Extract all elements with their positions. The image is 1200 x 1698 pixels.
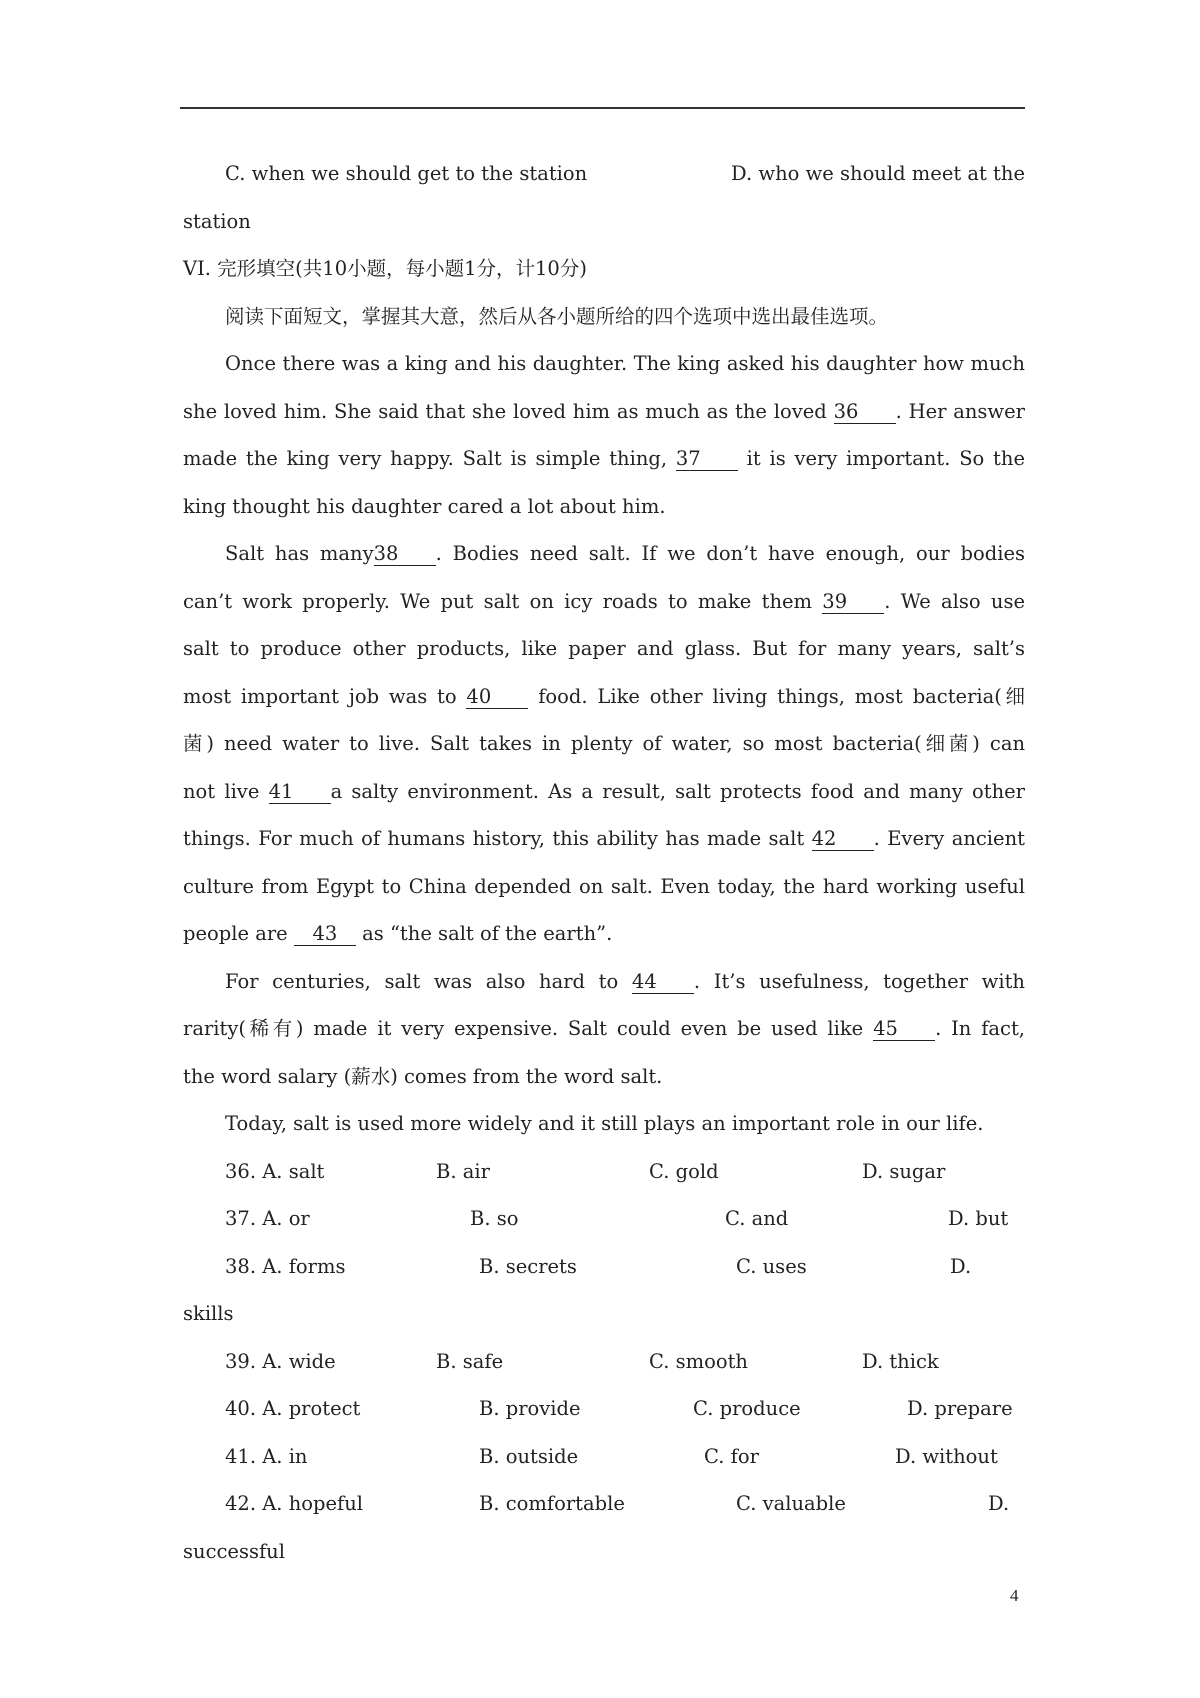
q40-option-a: 40. A. protect [225, 1397, 361, 1420]
question-37 [183, 1195, 1025, 1243]
question-36 [183, 1148, 1025, 1196]
passage-line: the word salary (薪水) comes from the word salt. [183, 1064, 663, 1088]
passage-line: salt to produce other products, like paper and glass. But for many years, salt’s [183, 637, 1025, 660]
q42-option-d-text: successful [183, 1539, 285, 1563]
prev-options-line [183, 150, 1025, 198]
q36-option-b: B. air [436, 1159, 490, 1183]
blank-44: 44 [632, 971, 694, 994]
q39-option-a: 39. A. wide [225, 1349, 336, 1373]
prev-option-continuation: station [183, 209, 251, 233]
prev-option-d: D. who we should meet at the [731, 162, 1025, 185]
passage-line: culture from Egypt to China depended on salt. Even today, the hard working useful [183, 874, 1025, 898]
q40-option-d: D. prepare [907, 1397, 1013, 1420]
question-38 [183, 1243, 1025, 1291]
q39-option-d: D. thick [862, 1349, 939, 1373]
passage-line: Today, salt is used more widely and it still plays an important role in our life. [225, 1112, 984, 1135]
blank-41: 41 [269, 781, 331, 804]
blank-43: 43 [294, 923, 356, 946]
q39-option-b: B. safe [436, 1349, 504, 1373]
passage-line: people are 43 as “the salt of the earth”. [183, 922, 613, 945]
passage-line: can’t work properly. We put salt on icy roads to make them 39 . We also use [183, 589, 1025, 613]
blank-40: 40 [466, 686, 528, 709]
q41-option-b: B. outside [479, 1444, 579, 1468]
question-40 [183, 1385, 1025, 1433]
passage-line: most important job was to 40 food. Like other living things, most bacteria(细 [183, 684, 1025, 708]
passage-line: 菌) need water to live. Salt takes in plenty of water, so most bacteria(细菌) can [183, 732, 1025, 755]
question-38-continuation [183, 1290, 1025, 1338]
q37-option-d: D. but [948, 1207, 1009, 1230]
blank-36: 36 [834, 401, 896, 424]
q38-option-d-text: skills [183, 1302, 234, 1325]
passage-line: For centuries, salt was also hard to 44 . It’s usefulness, together with [225, 969, 1025, 993]
blank-38: 38 [374, 543, 436, 566]
q42-option-b: B. comfortable [479, 1492, 625, 1515]
q38-option-d: D. [950, 1254, 972, 1278]
q40-option-c: C. produce [693, 1397, 801, 1420]
q36-option-d: D. sugar [862, 1159, 946, 1183]
q42-option-a: 42. A. hopeful [225, 1492, 364, 1515]
passage-line: king thought his daughter cared a lot about him. [183, 494, 666, 518]
q38-option-c: C. uses [736, 1254, 807, 1278]
question-39 [183, 1338, 1025, 1386]
passage-line: Once there was a king and his daughter. The king asked his daughter how much [225, 352, 1025, 375]
page-number: 4 [1010, 1586, 1019, 1605]
q42-option-d: D. [988, 1492, 1010, 1515]
blank-45: 45 [873, 1018, 935, 1041]
q38-option-a: 38. A. forms [225, 1254, 346, 1278]
q39-option-c: C. smooth [649, 1349, 748, 1373]
q41-option-a: 41. A. in [225, 1444, 308, 1468]
question-42 [183, 1480, 1025, 1528]
q37-option-c: C. and [725, 1207, 789, 1230]
q41-option-d: D. without [895, 1444, 998, 1468]
document-page [183, 150, 1025, 1575]
q37-option-b: B. so [470, 1207, 519, 1230]
passage-line: not live 41 a salty environment. As a result, salt protects food and many other [183, 779, 1026, 803]
section-instruction: 阅读下面短文，掌握其大意，然后从各小题所给的四个选项中选出最佳选项。 [225, 304, 889, 328]
section-title: VI. 完形填空(共10小题，每小题1分，计10分) [183, 257, 587, 280]
q36-option-a: 36. A. salt [225, 1159, 325, 1183]
blank-42: 42 [812, 828, 874, 851]
passage-line: rarity(稀有) made it very expensive. Salt could even be used like 45 . In fact, [183, 1017, 1026, 1040]
q36-option-c: C. gold [649, 1159, 719, 1183]
blank-37: 37 [676, 448, 738, 471]
q42-option-c: C. valuable [736, 1492, 846, 1515]
q38-option-b: B. secrets [479, 1254, 577, 1278]
question-41 [183, 1433, 1025, 1481]
passage-line: made the king very happy. Salt is simple thing, 37 it is very important. So the [183, 447, 1025, 470]
q40-option-b: B. provide [479, 1397, 581, 1420]
q41-option-c: C. for [704, 1444, 759, 1468]
passage-line: she loved him. She said that she loved him as much as the loved 36 . Her answer [183, 399, 1025, 423]
question-42-continuation [183, 1528, 1025, 1576]
header-rule [180, 107, 1025, 109]
q37-option-a: 37. A. or [225, 1207, 310, 1230]
passage-line: Salt has many38 . Bodies need salt. If we don’t have enough, our bodies [225, 542, 1025, 565]
blank-39: 39 [822, 591, 884, 614]
prev-option-c: C. when we should get to the station [225, 162, 588, 185]
passage-line: things. For much of humans history, this ability has made salt 42 . Every ancient [183, 827, 1025, 850]
